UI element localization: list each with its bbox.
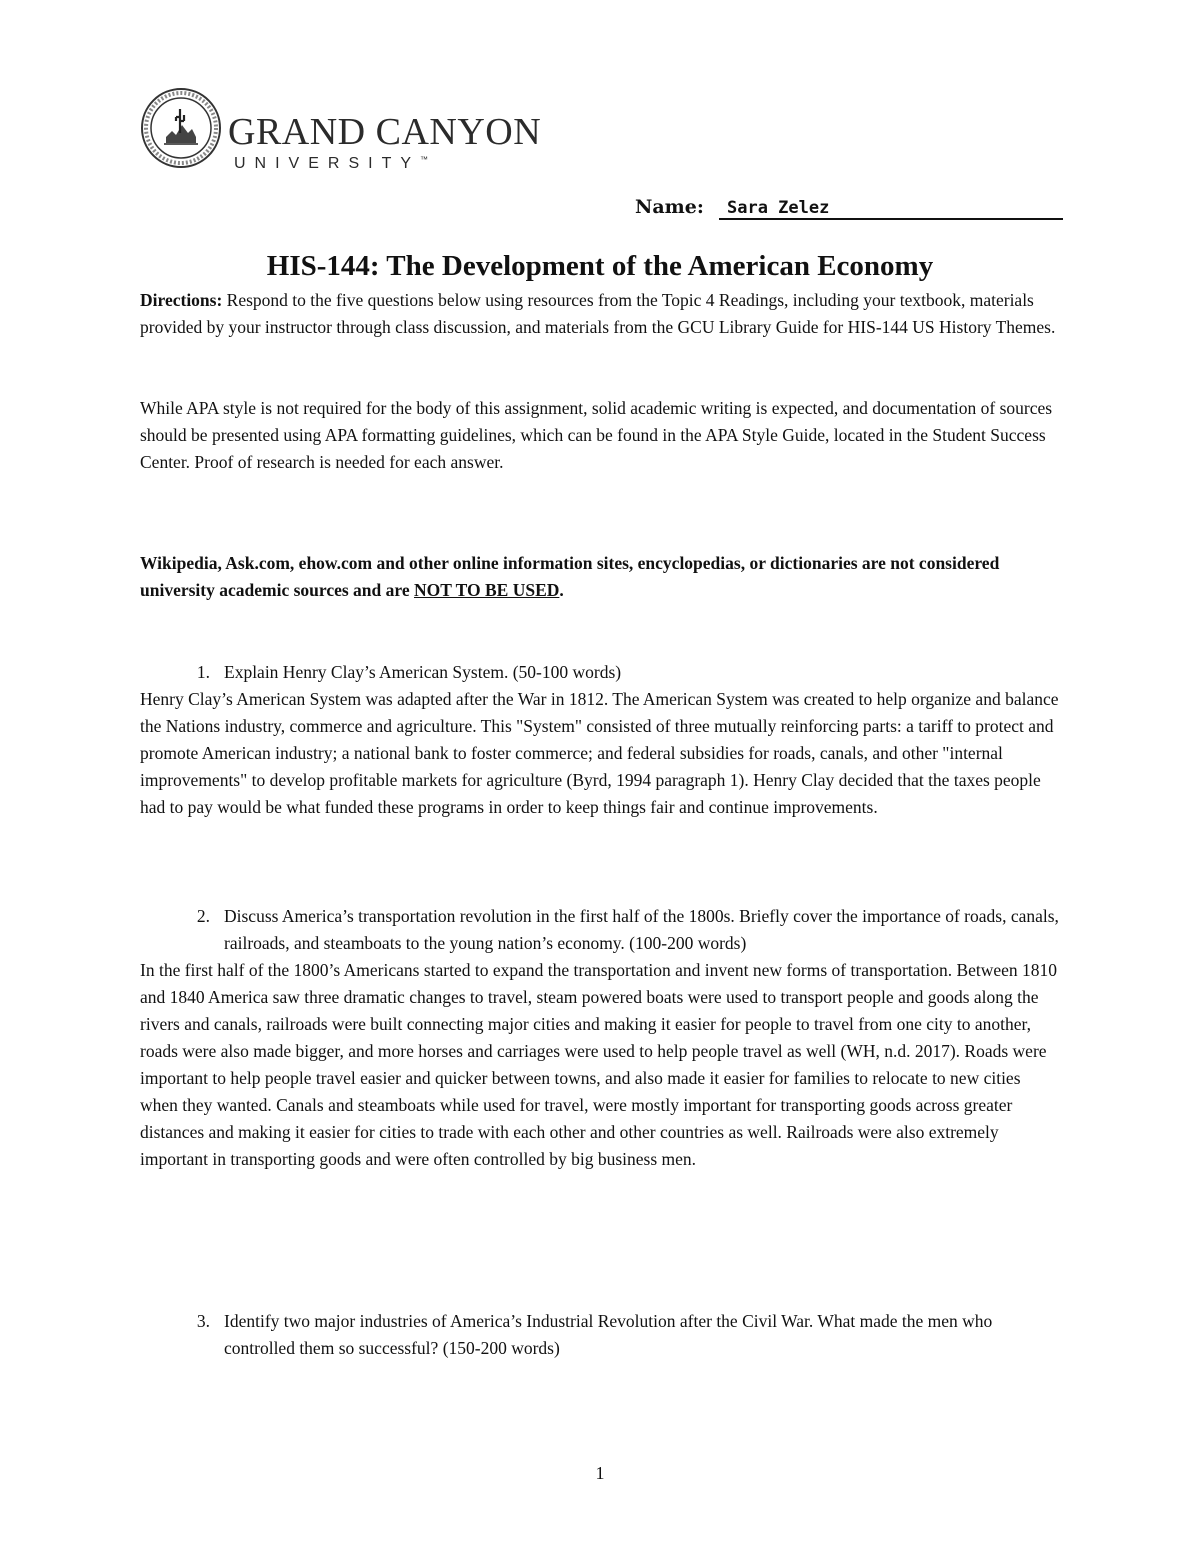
directions-text: Respond to the five questions below using resources from the Topic 4 Readings, including your textbook, materials provided by your instructor through class discussion, and materials from the GCU Library Guide for HIS-144 US History Themes. [140,290,1056,337]
question-prompt: Identify two major industries of America’s Industrial Revolution after the Civil War. What made the men who controlled them so successful? (150-200 words) [224,1311,993,1358]
question-3 [140,1308,1060,1362]
question-answer: In the first half of the 1800’s Americans started to expand the transportation and invent new forms of transportation. Between 1810 and 1840 America saw three dramatic changes to travel, steam powered boats were used to transport people and goods along the rivers and canals, railroads were built connecting major cities and making it easier for people to travel from one city to another, roads were also made bigger, and more horses and carriages were used to help people travel as well (WH, n.d. 2017). Roads were important to help people travel easier and quicker between towns, and also made it easier for families to relocate to new cities when they wanted. Canals and steamboats while used for travel, were mostly important for transporting goods across greater distances and making it easier for cities to trade with each other and other countries as well. Railroads were also extremely important in transporting goods and were often controlled by big business men. [140,960,1058,1169]
university-seal-icon [140,87,222,169]
sources-warning [140,550,1060,604]
question-answer: Henry Clay’s American System was adapted after the War in 1812. The American System was created to help organize and balance the Nations industry, commerce and agriculture. This "System" consisted of three mutually reinforcing parts: a tariff to protect and promote American industry; a national bank to foster commerce; and federal subsidies for roads, canals, and other "internal improvements" to develop profitable markets for agriculture (Byrd, 1994 paragraph 1). Henry Clay decided that the taxes people had to pay would be what funded these programs in order to keep things fair and continue improvements. [140,689,1059,817]
trademark-symbol: ™ [420,155,429,164]
name-value: Sara Zelez [719,198,1063,220]
question-number: 1. [196,662,210,682]
question-number: 2. [196,906,210,926]
question-1 [140,659,1060,821]
question-2 [140,903,1060,1173]
warning-text: Wikipedia, Ask.com, ehow.com and other online information sites, encyclopedias, or dictionaries are not considered university academic sources and are [140,553,1000,600]
page-number: 1 [595,1463,605,1483]
warning-emphasis: NOT TO BE USED [413,580,560,600]
university-logo [140,87,542,172]
apa-note: While APA style is not required for the body of this assignment, solid academic writing is expected, and documentation of sources should be presented using APA formatting guidelines, which can be found in the APA Style Guide, located in the Student Success Center. Proof of research is needed for each answer. [140,398,1053,472]
question-number: 3. [196,1311,210,1331]
brand-name: GRAND CANYON [228,111,542,153]
directions-label: Directions: [140,290,223,310]
question-prompt: Explain Henry Clay’s American System. (50-100 words) [224,662,622,682]
name-label: Name: [635,196,704,218]
brand-subtitle: UNIVERSITY [234,155,421,172]
name-field [635,196,1063,222]
apa-note-paragraph [140,395,1060,476]
directions-paragraph [140,287,1060,341]
warning-end: . [559,580,564,600]
question-prompt: Discuss America’s transportation revolution in the first half of the 1800s. Briefly cover the importance of roads, canals, railroads, and steamboats to the young nation’s economy. (100-200 words) [224,906,1059,953]
document-title: HIS-144: The Development of the American Economy [266,250,934,282]
